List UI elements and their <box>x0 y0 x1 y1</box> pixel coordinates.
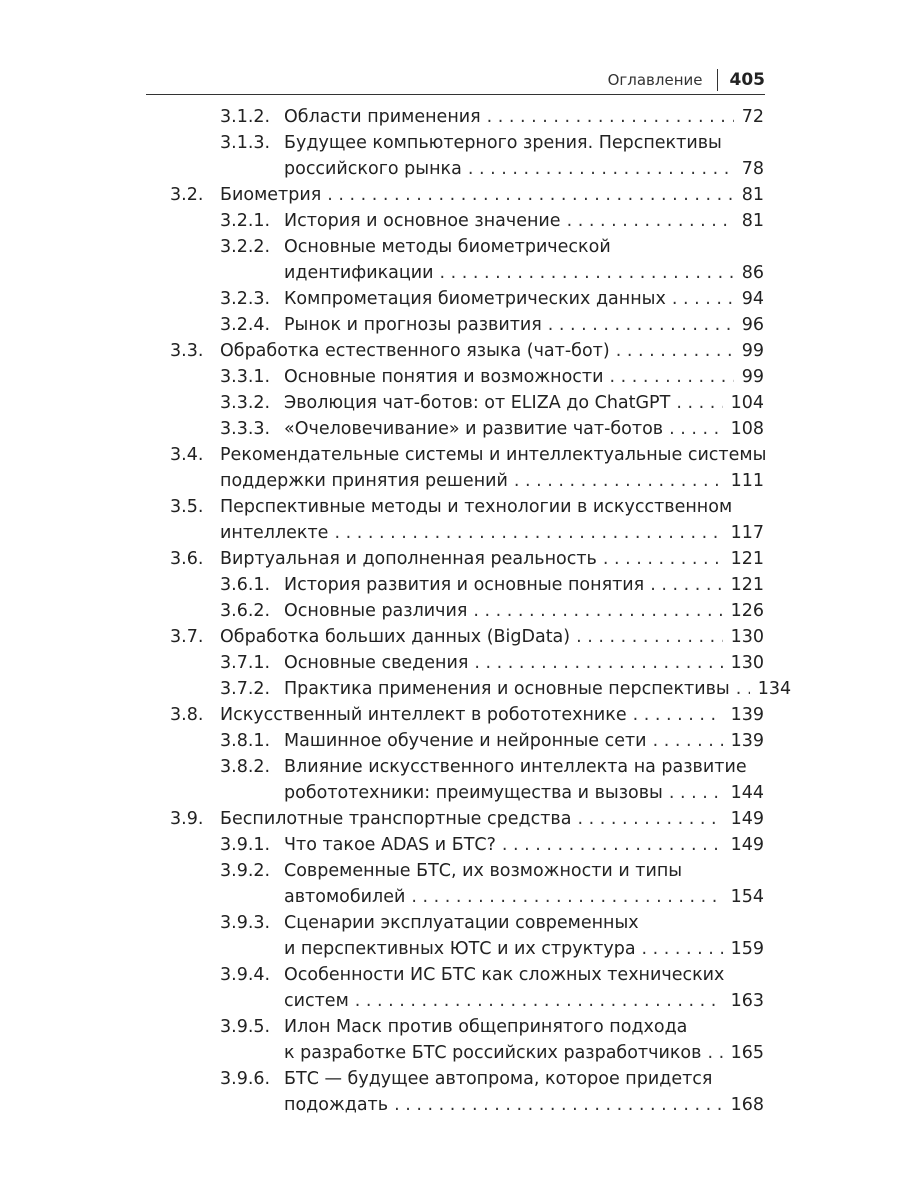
toc-entry <box>0 338 900 364</box>
toc-entry-title-line: Что такое ADAS и БТС? <box>284 835 496 855</box>
toc-entry <box>0 806 900 832</box>
toc-entry-number: 3.2.1. <box>220 211 271 231</box>
toc-entry <box>0 130 900 182</box>
toc-entry-title <box>284 676 792 702</box>
toc-entry-title-line: Особенности ИС БТС как сложных технических <box>284 965 725 985</box>
toc-leader-dots <box>736 676 750 702</box>
toc-entry-page: 154 <box>730 887 764 907</box>
toc-entry <box>0 104 900 130</box>
toc-entry-title-line: Современные БТС, их возможности и типы <box>284 861 683 881</box>
toc-entry-number: 3.5. <box>170 497 204 517</box>
toc-entry-title <box>284 1066 764 1118</box>
toc-leader-dots <box>672 286 734 312</box>
toc-leader-dots <box>669 780 723 806</box>
toc-entry-title <box>284 104 764 130</box>
toc-entry <box>0 676 900 702</box>
toc-entry-title-line: Будущее компьютерного зрения. Перспективы <box>284 133 722 153</box>
toc-entry-page: 111 <box>730 471 764 491</box>
toc-entry-number: 3.7.1. <box>220 653 271 673</box>
toc-entry-number: 3.9.6. <box>220 1069 271 1089</box>
toc-entry-title <box>284 910 764 962</box>
toc-entry-title <box>284 390 764 416</box>
toc-entry <box>0 442 900 494</box>
toc-leader-dots <box>334 520 722 546</box>
toc-entry-title <box>284 728 764 754</box>
toc-entry-title-line: подождать <box>284 1095 389 1115</box>
toc-entry-title <box>284 312 764 338</box>
toc-entry-number: 3.2.4. <box>220 315 271 335</box>
toc-leader-dots <box>502 832 723 858</box>
toc-entry <box>0 910 900 962</box>
toc-entry-number: 3.1.3. <box>220 133 271 153</box>
toc-entry-title <box>220 624 764 650</box>
toc-entry-title-line: поддержки принятия решений <box>220 471 508 491</box>
toc-entry-title-line: Обработка больших данных (BigData) <box>220 627 571 647</box>
toc-leader-dots <box>548 312 734 338</box>
toc-entry-title-line: История развития и основные понятия <box>284 575 645 595</box>
toc-entry <box>0 416 900 442</box>
toc-entry <box>0 364 900 390</box>
toc-entry-number: 3.8.2. <box>220 757 271 777</box>
toc-entry-title <box>220 442 767 494</box>
toc-entry-page: 139 <box>730 705 764 725</box>
toc-entry-page: 168 <box>730 1095 764 1115</box>
toc-entry-title-line: Основные сведения <box>284 653 469 673</box>
toc-entry-number: 3.6.1. <box>220 575 271 595</box>
toc-entry-title-line: Обработка естественного языка (чат-бот) <box>220 341 610 361</box>
running-header <box>146 66 765 95</box>
toc-entry-number: 3.1.2. <box>220 107 271 127</box>
toc-entry-title-line: систем <box>284 991 349 1011</box>
toc-entry <box>0 1066 900 1118</box>
toc-leader-dots <box>650 572 722 598</box>
toc-entry-number: 3.3.1. <box>220 367 271 387</box>
toc-entry <box>0 754 900 806</box>
toc-entry-number: 3.2. <box>170 185 204 205</box>
toc-entry-page: 149 <box>730 809 764 829</box>
toc-entry-title <box>284 1014 764 1066</box>
toc-entry <box>0 572 900 598</box>
toc-entry-page: 163 <box>730 991 764 1011</box>
toc-entry-page: 130 <box>730 653 764 673</box>
toc-entry <box>0 208 900 234</box>
toc-leader-dots <box>707 1040 722 1066</box>
toc-leader-dots <box>603 546 723 572</box>
toc-leader-dots <box>514 468 723 494</box>
toc-entry-page: 117 <box>730 523 764 543</box>
toc-entry-page: 149 <box>730 835 764 855</box>
toc-entry <box>0 702 900 728</box>
toc-leader-dots <box>642 936 723 962</box>
toc-entry-page: 104 <box>730 393 764 413</box>
toc-entry-title-line: к разработке БТС российских разработчиков <box>284 1043 702 1063</box>
toc-entry-number: 3.9.1. <box>220 835 271 855</box>
toc-entry-title-line: «Очеловечивание» и развитие чат-ботов <box>284 419 664 439</box>
toc-entry-title <box>284 286 764 312</box>
toc-entry-page: 94 <box>741 289 764 309</box>
toc-entry-page: 96 <box>741 315 764 335</box>
toc-entry-number: 3.6.2. <box>220 601 271 621</box>
toc-entry-page: 121 <box>730 549 764 569</box>
toc-entry-number: 3.3.2. <box>220 393 271 413</box>
toc-entry-title-line: История и основное значение <box>284 211 561 231</box>
toc-entry <box>0 182 900 208</box>
toc-entry-number: 3.4. <box>170 445 204 465</box>
toc-entry <box>0 598 900 624</box>
toc-entry-title <box>284 858 764 910</box>
toc-entry-title <box>284 962 764 1014</box>
toc-entry-title-line: Биометрия <box>220 185 322 205</box>
toc-entry <box>0 286 900 312</box>
toc-entry-title <box>220 702 764 728</box>
toc-entry-title <box>284 572 764 598</box>
toc-entry-title <box>284 130 764 182</box>
toc-entry-title <box>220 338 764 364</box>
toc-entry <box>0 390 900 416</box>
toc-entry-title-line: идентификации <box>284 263 434 283</box>
toc-entry-title <box>284 208 764 234</box>
toc-entry-number: 3.9.2. <box>220 861 271 881</box>
toc-entry-page: 130 <box>730 627 764 647</box>
toc-entry-number: 3.7. <box>170 627 204 647</box>
toc-entry-number: 3.6. <box>170 549 204 569</box>
toc-leader-dots <box>487 104 734 130</box>
toc-entry-title-line: Искусственный интеллект в робототехнике <box>220 705 627 725</box>
toc-entry-title <box>284 598 764 624</box>
toc-entry-number: 3.9.3. <box>220 913 271 933</box>
toc-entry-number: 3.3.3. <box>220 419 271 439</box>
toc-entry <box>0 494 900 546</box>
toc-leader-dots <box>567 208 734 234</box>
toc-entry-title <box>220 546 764 572</box>
toc-entry-page: 78 <box>741 159 764 179</box>
toc-entry-title <box>220 182 764 208</box>
toc-entry-title <box>284 364 764 390</box>
toc-entry <box>0 832 900 858</box>
toc-entry-title-line: интеллекте <box>220 523 329 543</box>
toc-entry-title-line: БТС — будущее автопрома, которое придется <box>284 1069 713 1089</box>
toc-entry <box>0 650 900 676</box>
toc-entry-title-line: Илон Маск против общепринятого подхода <box>284 1017 688 1037</box>
toc-entry-title-line: Основные методы биометрической <box>284 237 611 257</box>
toc-entry-title-line: российского рынка <box>284 159 462 179</box>
toc-leader-dots <box>577 806 722 832</box>
toc-entry-number: 3.8. <box>170 705 204 725</box>
toc-entry-title-line: Компрометация биометрических данных <box>284 289 666 309</box>
toc-leader-dots <box>653 728 723 754</box>
toc-entry <box>0 312 900 338</box>
toc-leader-dots <box>411 884 722 910</box>
toc-entry-title-line: Перспективные методы и технологии в искусственном <box>220 497 733 517</box>
toc-entry-number: 3.3. <box>170 341 204 361</box>
toc-entry-title-line: и перспективных ЮТС и их структура <box>284 939 636 959</box>
toc-entry-number: 3.9. <box>170 809 204 829</box>
toc-leader-dots <box>610 364 734 390</box>
toc-leader-dots <box>394 1092 723 1118</box>
toc-entry-page: 108 <box>730 419 764 439</box>
toc-entry-title-line: Рынок и прогнозы развития <box>284 315 542 335</box>
toc-entry-page: 81 <box>741 185 764 205</box>
toc-entry-title-line: Влияние искусственного интеллекта на развитие <box>284 757 747 777</box>
page-number: 405 <box>729 70 765 90</box>
toc-entry-page: 86 <box>741 263 764 283</box>
toc-entry-page: 121 <box>730 575 764 595</box>
toc-leader-dots <box>474 650 722 676</box>
toc-entry-number: 3.9.5. <box>220 1017 271 1037</box>
toc-leader-dots <box>669 416 722 442</box>
toc-entry-page: 165 <box>730 1043 764 1063</box>
toc-entry-page: 81 <box>741 211 764 231</box>
toc-entry-page: 99 <box>741 367 764 387</box>
toc-entry-title <box>284 416 764 442</box>
header-title: Оглавление <box>607 71 703 89</box>
toc-entry-title-line: Рекомендательные системы и интеллектуальные системы <box>220 445 767 465</box>
toc-leader-dots <box>327 182 733 208</box>
toc-entry <box>0 858 900 910</box>
toc-leader-dots <box>676 390 722 416</box>
toc-entry-number: 3.2.3. <box>220 289 271 309</box>
toc-entry-title-line: Основные понятия и возможности <box>284 367 604 387</box>
toc-entry <box>0 962 900 1014</box>
header-separator <box>717 69 718 91</box>
toc-entry-number: 3.2.2. <box>220 237 271 257</box>
toc-entry-page: 126 <box>730 601 764 621</box>
toc-leader-dots <box>468 156 734 182</box>
toc-entry-title-line: Основные различия <box>284 601 468 621</box>
toc-entry-title-line: Машинное обучение и нейронные сети <box>284 731 647 751</box>
toc-leader-dots <box>440 260 734 286</box>
toc-entry-title <box>284 650 764 676</box>
toc-leader-dots <box>633 702 723 728</box>
toc-entry-page: 144 <box>730 783 764 803</box>
toc-entry-page: 72 <box>741 107 764 127</box>
toc-entry-page: 159 <box>730 939 764 959</box>
toc-entry-number: 3.9.4. <box>220 965 271 985</box>
toc-entry-title <box>220 806 764 832</box>
table-of-contents <box>0 104 900 1118</box>
toc-entry <box>0 234 900 286</box>
toc-entry-number: 3.7.2. <box>220 679 271 699</box>
toc-entry-title-line: Беспилотные транспортные средства <box>220 809 572 829</box>
toc-entry-title-line: Эволюция чат-ботов: от ELIZA до ChatGPT <box>284 393 671 413</box>
toc-entry <box>0 624 900 650</box>
toc-entry-title-line: робототехники: преимущества и вызовы <box>284 783 663 803</box>
toc-entry <box>0 546 900 572</box>
toc-leader-dots <box>576 624 722 650</box>
toc-entry-title <box>284 754 764 806</box>
toc-entry-title <box>284 832 764 858</box>
toc-entry-page: 139 <box>730 731 764 751</box>
toc-entry-page: 99 <box>741 341 764 361</box>
toc-leader-dots <box>355 988 723 1014</box>
toc-entry-title-line: Сценарии эксплуатации современных <box>284 913 639 933</box>
toc-entry-title <box>220 494 764 546</box>
toc-entry-number: 3.8.1. <box>220 731 271 751</box>
toc-entry-title-line: Виртуальная и дополненная реальность <box>220 549 597 569</box>
toc-entry-title-line: Практика применения и основные перспективы <box>284 679 730 699</box>
toc-entry-title <box>284 234 764 286</box>
toc-entry-title-line: автомобилей <box>284 887 406 907</box>
toc-entry <box>0 728 900 754</box>
toc-entry <box>0 1014 900 1066</box>
toc-leader-dots <box>473 598 722 624</box>
toc-entry-page: 134 <box>757 679 792 699</box>
toc-entry-title-line: Области применения <box>284 107 481 127</box>
toc-leader-dots <box>616 338 734 364</box>
